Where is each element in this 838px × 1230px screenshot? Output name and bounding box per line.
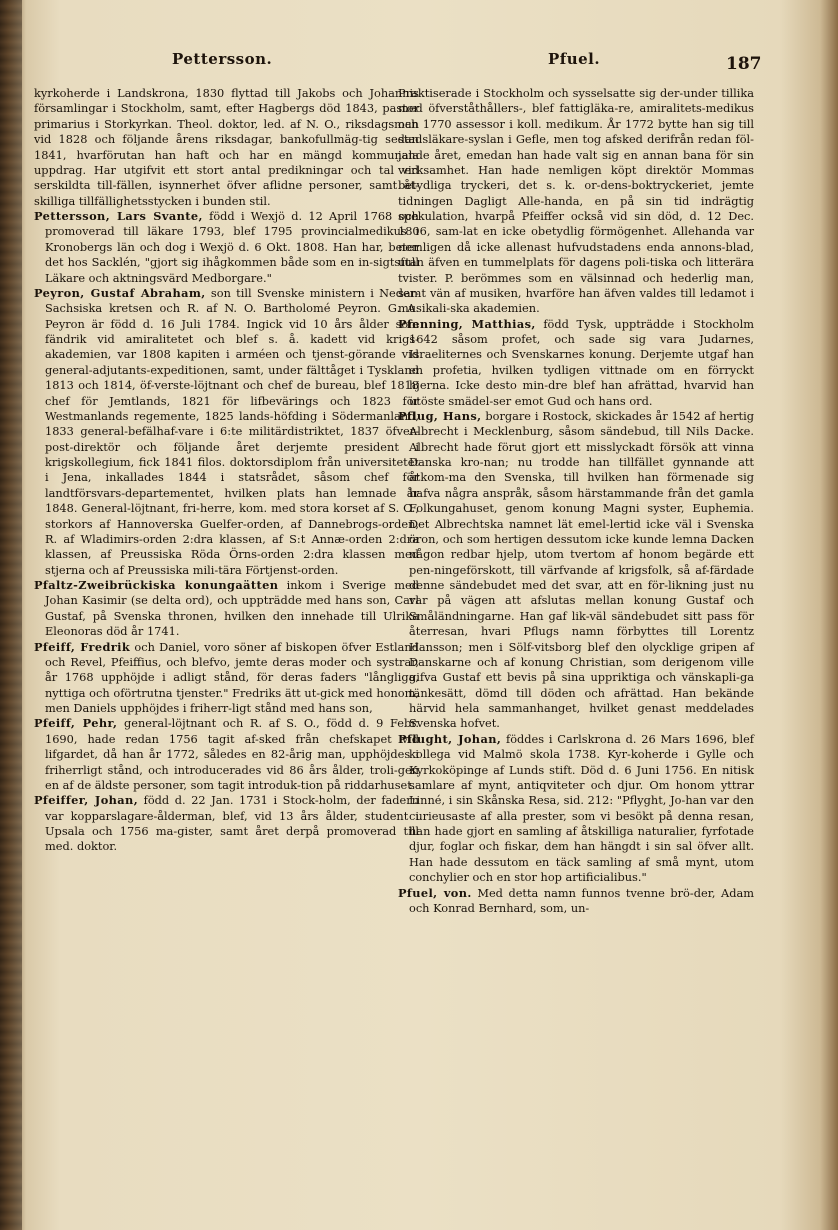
entry-text: föddes i Carlskrona d. 26 Mars 1696, blef kollega vid Malmö skola 1738. Kyr-koherde i Gylle och Kyrkoköpinge af Lunds stift. Död d. 6 Juni 1756. En nitisk samlare af mynt, antiqviteter och djur. Om honom yttrar Linné, i sin Skånska Resa, sid. 212: "Pflyght, Jo-han var den curieusaste af alla prester, som vi besökt på denna resan, han hade gjort en samling af åtskilliga naturalier, fyrfotade djur, foglar och fiskar, dem han hängdt i sin sal öfver allt. Han hade dessutom en täck samling af små mynt, utom conchylier och en stor hop artificialibus." <box>409 731 754 885</box>
entry-pfeiff-pehr <box>34 716 419 793</box>
entry-text: född d. 22 Jan. 1731 i Stock-holm, der fadern var kopparslagare-ålderman, blef, vid 13 års ålder, student i Upsala och 1756 ma-gister, samt året derpå promoverad till med. doktor. <box>45 793 419 854</box>
entry-name: Pfeiffer, Johan, <box>34 793 139 808</box>
book-spine-shadow <box>0 0 22 1230</box>
entry-name: Pfenning, Matthias, <box>398 316 536 331</box>
running-head-left: Pettersson. <box>172 50 273 68</box>
entry-text: Med detta namn funnos tvenne brö-der, Adam och Konrad Bernhard, som, un- <box>409 885 754 915</box>
entry-pfeiff-fredrik-daniel <box>34 640 419 717</box>
entry-pettersson-lars-svante <box>34 209 419 286</box>
left-column <box>34 86 419 855</box>
entry-name: Pfeiff, Fredrik <box>34 639 131 654</box>
entry-pfeiffer-johan <box>34 793 419 855</box>
entry-continuation <box>398 86 754 317</box>
entry-name: Pfaltz-Zweibrückiska konungaätten <box>34 578 279 592</box>
entry-text: född i Wexjö d. 12 April 1768 och promoverad till läkare 1793, blef 1795 provincialmedikus i Kronobergs län och dog i Wexjö d. 6 Okt. 1808. Han har, beter det hos Sacklén, "gjort sig ihågkommen både som en in-sigtsfull Läkare och aktningsvärd Medborgare." <box>45 209 419 285</box>
entry-name: Pfuel, von. <box>398 885 472 900</box>
entry-text: kyrkoherde i Landskrona, 1830 flyttad till Jakobs och Johannis församlingar i Stockholm, samt, efter Hagbergs död 1843, pastor primarius i Storkyrkan. Theol. doktor, led. af N. O., riksdagsman vid 1828 och följande årens riksdagar, bankofullmäg-tig sedan 1841, hvarförutan han haft och har en mängd kommunala uppdrag. Har utgifvit ett stort antal predikningar och tal vid serskildta till-fällen, isynnerhet öfver aflidne personer, samt åt-skilliga tillfällighetsstycken i bunden stil. <box>34 86 419 208</box>
entry-peyron-gustaf-abraham <box>34 286 419 578</box>
page-number: 187 <box>726 54 762 74</box>
entry-text: Praktiserade i Stockholm och sysselsatte sig der-under tillika med öfverståthållers-, blef fattigläka-re, amiralitets-medikus och 1770 assessor i koll. medikum. År 1772 bytte han sig till stadsläkare-syslan i Gefle, men tog afsked derifrån redan föl-jande året, emedan han hade valt sig en annan bana för sin verksamhet. Han hade nemligen köpt direktör Mommas betydliga tryckeri, det s. k. or-dens-boktryckeriet, jemte tidningen Dagligt Alle-handa, en på sin tid indrägtig spekulation, hvarpå Pfeiffer också vid sin död, d. 12 Dec. 1806, sam-lat en icke obetydlig förmögenhet. Allehanda var nemligen då icke allenast hufvudstadens enda annons-blad, utan äfven en tummelplats för dagens poli-tiska och litterära tvister. P. berömmes som en välsinnad och hederlig man, samt vän af musiken, hvarföre han äfven valdes till ledamot i musikali-ska akademien. <box>398 86 754 316</box>
entry-continuation <box>34 86 419 209</box>
entry-name: Pflught, Johan, <box>398 731 502 746</box>
entry-text: son till Svenske ministern i Neder-Sachsiska kretsen och R. af N. O. Bartholomé Peyron. G. A. Peyron är född d. 16 Juli 1784. Ingick vid 10 års ålder som fändrik vid amiralitetet och blef s. å. kadett vid krigs-akademien, var 1808 kapiten i arméen och tjenst-görande vid general-adjutants-expeditionen, samt, under fälttåget i Tyskland 1813 och 1814, öf-verste-löjtnant och chef de bureau, blef 1818 chef för Jemtlands, 1821 för lifbevärings och 1823 för Westmanlands regemente, 1825 lands-höfding i Södermanland, 1833 general-befälhaf-vare i 6:te militärdistriktet, 1837 öfver-post-direktör och följande året derjemte president i krigskollegium, fick 1841 filos. doktorsdiplom från universitetet i Jena, inkallades 1844 i statsrådet, såsom chef för landtförsvars-departementet, hvilken plats han lemnade år 1848. General-löjtnant, fri-herre, kom. med stora korset af S. O., storkors af Hannoverska Guelfer-orden, af Dannebrogs-orden, R. af Wladimirs-orden 2:dra klassen, af S:t Annæ-orden 2:dra klassen, af Preussiska Röda Örns-orden 2:dra klassen med stjerna och af Preussiska mili-tära Förtjenst-orden. <box>45 285 419 577</box>
entry-pfuel-von <box>398 886 754 917</box>
entry-text: borgare i Rostock, skickades år 1542 af hertig Albrecht i Mecklenburg, såsom sändebud, till Nils Dacke. Albrecht hade förut gjort ett misslyckadt försök att vinna Danska kro-nan; nu trodde han tillfället gynnande att åtkom-ma den Svenska, till hvilken han förmenade sig hafva några anspråk, såsom härstammande från det gamla Folkungahuset, genom konung Magni syster, Euphemia. Det Albrechtska namnet lät emel-lertid icke väl i Svenska öron, och som hertigen dessutom icke kunde lemna Dacken någon redbar hjelp, utom tvertom af honom begärde ett pen-ningeförskott, till värfvande af krigsfolk, så af-färdade denne sändebudet med det svar, att en för-likning just nu var på vägen att afslutas mellan konung Gustaf och Småländningarne. Han gaf lik-väl sändebudet sitt pass för återresan, hvari Pflugs namn förbyttes till Lorentz Hansson; men i Sölf-vitsborg blef den olycklige gripen af Danskarne och af konung Christian, som derigenom ville gifva Gustaf ett bevis på sina uppriktiga och vänskapli-ga tänkesätt, dömd till döden och afrättad. Han bekände härvid hela sammanhanget, hvilket genast meddelades Svenska hofvet. <box>409 408 755 731</box>
running-head-right: Pfuel. <box>548 50 601 68</box>
entry-text: general-löjtnant och R. af S. O., född d. 9 Febr. 1690, hade redan 1756 tagit af-sked från chefskapet vid lifgardet, då han år 1772, således en 82-årig man, upphöjdes i friherrligt stånd, och introducerades vid 86 års ålder, troli-gen en af de äldste personer, som tagit introduk-tion på riddarhuset. <box>45 716 419 792</box>
entry-pfenning-matthias <box>398 317 754 409</box>
entry-name: Pettersson, Lars Svante, <box>34 209 203 223</box>
entry-name: Pfeiff, Pehr, <box>34 716 118 731</box>
entry-pflught-johan <box>398 732 754 886</box>
entry-text: född Tysk, uppträdde i Stockholm 1642 såsom profet, och sade sig vara Judarnes, Israeliternes och Svenskarnes konung. Derjemte utgaf han en profetia, hvilken tydligen vittnade om en förryckt hjerna. Icke desto min-dre blef han afrättad, hvarvid han utöste smädel-ser emot Gud och hans ord. <box>409 316 754 408</box>
right-column <box>398 86 754 916</box>
entry-text: inkom i Sverige med Johan Kasimir (se delta ord), och uppträdde med hans son, Carl Gustaf, på Svenska thronen, hvilken den innehade till Ulrika Eleonoras död år 1741. <box>45 578 419 639</box>
entry-text: och Daniel, voro söner af biskopen öfver Estland och Revel, Pfeiffius, och blefvo, jemte deras moder och systrar, år 1768 upphöjde i adligt stånd, för deras faders "långliga, nyttiga och oförtrutna tjenster." Fredriks ätt ut-gick med honom, men Daniels upphöjdes i friherr-ligt stånd med hans son, <box>45 639 419 715</box>
entry-name: Peyron, Gustaf Abraham, <box>34 285 206 300</box>
entry-name: Pflug, Hans, <box>398 408 482 423</box>
entry-pfaltz-zweibruckiska <box>34 578 419 640</box>
entry-pflug-hans <box>398 409 754 732</box>
